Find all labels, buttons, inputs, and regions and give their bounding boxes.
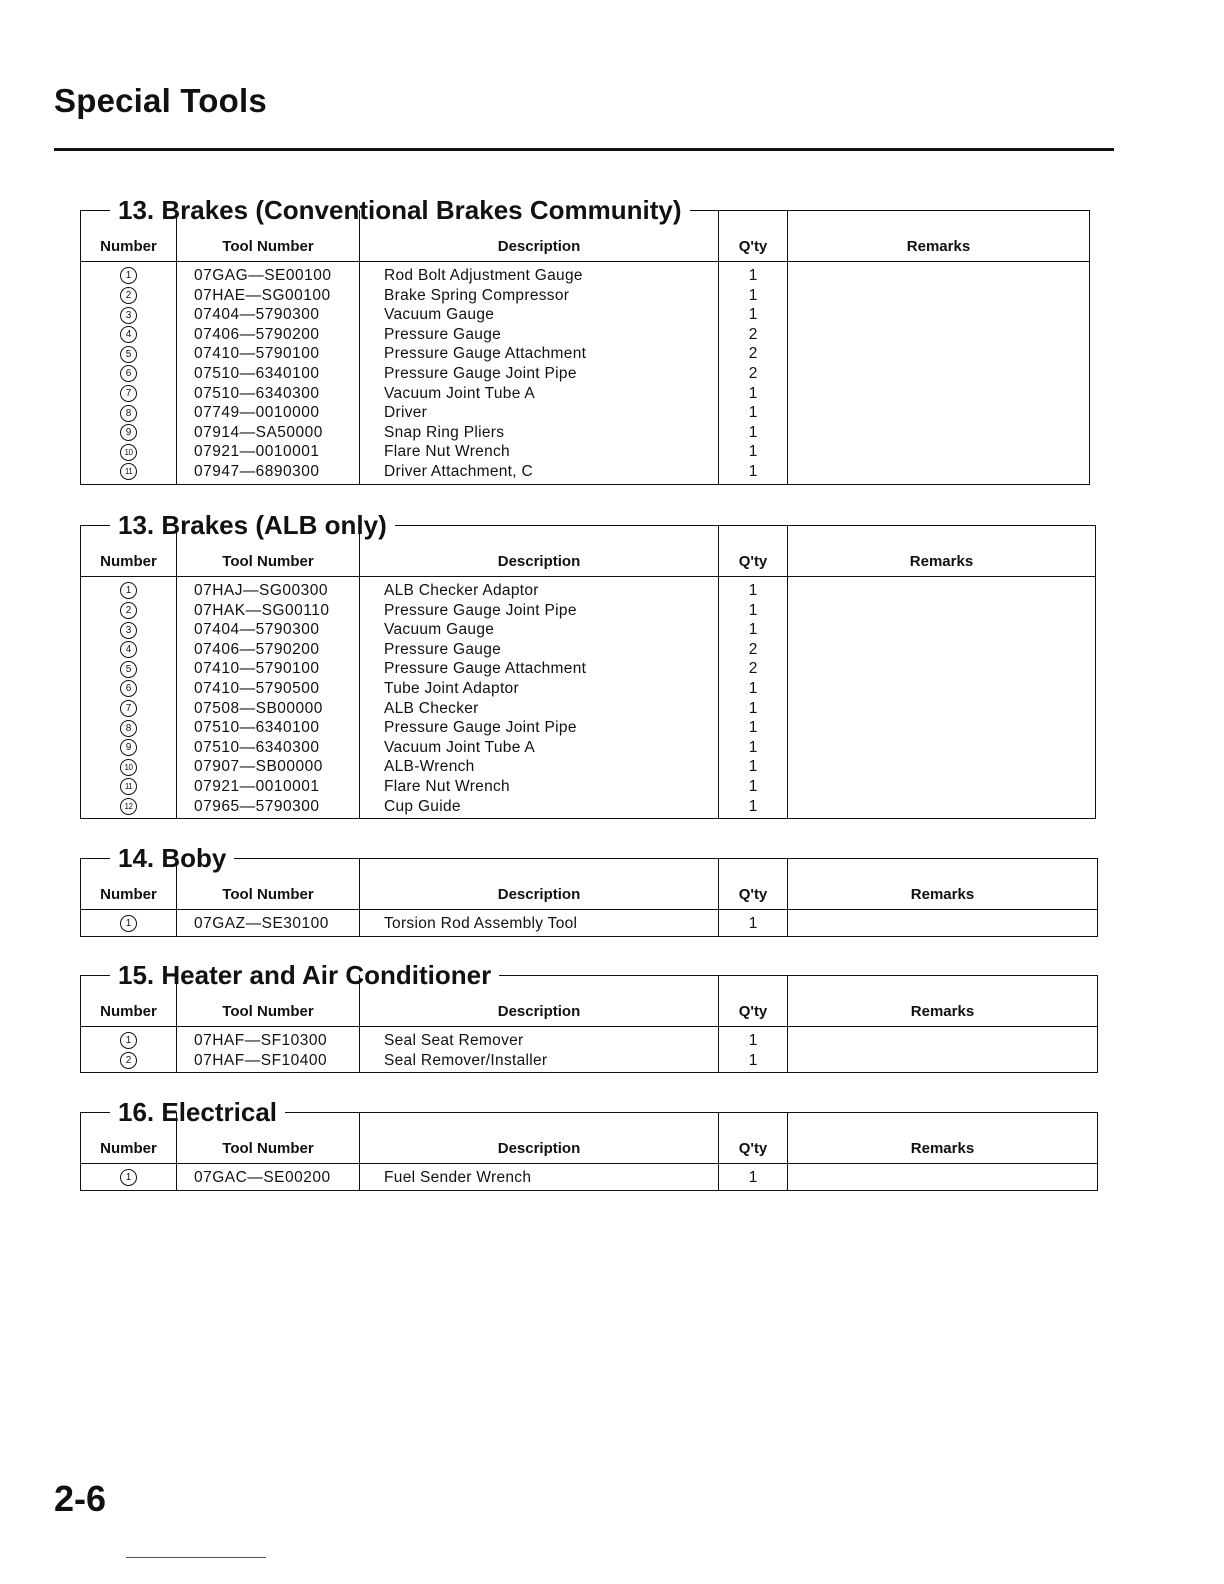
table-row bbox=[81, 577, 1096, 601]
table-row bbox=[81, 403, 1090, 423]
table-row bbox=[81, 601, 1096, 621]
header-tool-number: Tool Number bbox=[177, 1112, 360, 1164]
section-dash bbox=[92, 975, 110, 976]
cell-qty: 1 bbox=[719, 797, 788, 819]
cell-tool-number: 07749—0010000 bbox=[177, 403, 360, 423]
cell-remarks bbox=[788, 403, 1090, 423]
cell-qty: 1 bbox=[719, 403, 788, 423]
table-row bbox=[81, 286, 1090, 306]
cell-description: Pressure Gauge Attachment bbox=[360, 344, 719, 364]
table-header-row bbox=[81, 210, 1090, 262]
table-row bbox=[81, 1051, 1098, 1073]
cell-number bbox=[81, 462, 177, 484]
tools-table bbox=[80, 858, 1098, 937]
cell-tool-number: 07510—6340100 bbox=[177, 718, 360, 738]
cell-tool-number: 07HAK—SG00110 bbox=[177, 601, 360, 621]
cell-qty: 2 bbox=[719, 325, 788, 345]
cell-remarks bbox=[788, 1051, 1098, 1073]
cell-description: Pressure Gauge bbox=[360, 640, 719, 660]
cell-tool-number: 07510—6340300 bbox=[177, 384, 360, 404]
circled-number: 3 bbox=[120, 307, 137, 324]
header-tool-number: Tool Number bbox=[177, 525, 360, 577]
header-number: Number bbox=[81, 858, 177, 910]
cell-description: Brake Spring Compressor bbox=[360, 286, 719, 306]
cell-tool-number: 07404—5790300 bbox=[177, 305, 360, 325]
header-qty: Q'ty bbox=[719, 858, 788, 910]
cell-remarks bbox=[788, 777, 1096, 797]
cell-remarks bbox=[788, 640, 1096, 660]
table-row bbox=[81, 718, 1096, 738]
cell-tool-number: 07406—5790200 bbox=[177, 640, 360, 660]
header-remarks: Remarks bbox=[788, 210, 1090, 262]
table-row bbox=[81, 620, 1096, 640]
cell-description: Seal Remover/Installer bbox=[360, 1051, 719, 1073]
section-title: 13. Brakes (Conventional Brakes Community) bbox=[92, 192, 690, 228]
cell-qty: 1 bbox=[719, 699, 788, 719]
cell-remarks bbox=[788, 286, 1090, 306]
page-number: 2-6 bbox=[54, 1478, 107, 1519]
circled-number: 7 bbox=[120, 700, 137, 717]
page-title: Special Tools bbox=[54, 82, 267, 119]
cell-number bbox=[81, 757, 177, 777]
cell-qty: 1 bbox=[719, 423, 788, 443]
cell-description: Vacuum Gauge bbox=[360, 305, 719, 325]
cell-remarks bbox=[788, 344, 1090, 364]
cell-qty: 1 bbox=[719, 262, 788, 286]
section-title: 14. Boby bbox=[92, 840, 234, 876]
cell-description: ALB-Wrench bbox=[360, 757, 719, 777]
cell-tool-number: 07404—5790300 bbox=[177, 620, 360, 640]
table-row bbox=[81, 910, 1098, 937]
cell-qty: 1 bbox=[719, 777, 788, 797]
header-remarks: Remarks bbox=[788, 858, 1098, 910]
cell-tool-number: 07947—6890300 bbox=[177, 462, 360, 484]
cell-qty: 1 bbox=[719, 757, 788, 777]
circled-number: 1 bbox=[120, 1169, 137, 1186]
section-title: 16. Electrical bbox=[92, 1094, 285, 1130]
circled-number: 10 bbox=[120, 759, 137, 776]
cell-remarks bbox=[788, 1027, 1098, 1051]
cell-number bbox=[81, 442, 177, 462]
cell-description: Vacuum Joint Tube A bbox=[360, 738, 719, 758]
cell-qty: 1 bbox=[719, 718, 788, 738]
cell-description: Pressure Gauge Joint Pipe bbox=[360, 601, 719, 621]
table-row bbox=[81, 423, 1090, 443]
circled-number: 4 bbox=[120, 641, 137, 658]
cell-qty: 1 bbox=[719, 738, 788, 758]
cell-number bbox=[81, 262, 177, 286]
table-row bbox=[81, 757, 1096, 777]
cell-number bbox=[81, 910, 177, 937]
cell-qty: 1 bbox=[719, 620, 788, 640]
cell-description: Vacuum Gauge bbox=[360, 620, 719, 640]
table-row bbox=[81, 679, 1096, 699]
header-qty: Q'ty bbox=[719, 975, 788, 1027]
cell-tool-number: 07921—0010001 bbox=[177, 777, 360, 797]
header-tool-number: Tool Number bbox=[177, 210, 360, 262]
circled-number: 3 bbox=[120, 622, 137, 639]
table-row bbox=[81, 344, 1090, 364]
cell-description: ALB Checker Adaptor bbox=[360, 577, 719, 601]
cell-qty: 1 bbox=[719, 442, 788, 462]
cell-qty: 2 bbox=[719, 659, 788, 679]
header-description: Description bbox=[360, 975, 719, 1027]
table-header-row bbox=[81, 1112, 1098, 1164]
cell-tool-number: 07410—5790500 bbox=[177, 679, 360, 699]
table-row bbox=[81, 659, 1096, 679]
cell-tool-number: 07GAG—SE00100 bbox=[177, 262, 360, 286]
tools-table bbox=[80, 1112, 1098, 1191]
cell-tool-number: 07HAF—SF10400 bbox=[177, 1051, 360, 1073]
circled-number: 1 bbox=[120, 582, 137, 599]
table-header-row bbox=[81, 858, 1098, 910]
cell-tool-number: 07GAZ—SE30100 bbox=[177, 910, 360, 937]
cell-qty: 1 bbox=[719, 462, 788, 484]
cell-number bbox=[81, 1027, 177, 1051]
header-description: Description bbox=[360, 210, 719, 262]
table-row bbox=[81, 699, 1096, 719]
cell-description: ALB Checker bbox=[360, 699, 719, 719]
cell-qty: 2 bbox=[719, 364, 788, 384]
cell-tool-number: 07HAE—SG00100 bbox=[177, 286, 360, 306]
cell-remarks bbox=[788, 462, 1090, 484]
title-rule bbox=[54, 148, 1114, 151]
cell-tool-number: 07508—SB00000 bbox=[177, 699, 360, 719]
cell-remarks bbox=[788, 442, 1090, 462]
cell-number bbox=[81, 1051, 177, 1073]
cell-tool-number: 07965—5790300 bbox=[177, 797, 360, 819]
header-description: Description bbox=[360, 525, 719, 577]
table-header-row bbox=[81, 525, 1096, 577]
cell-number bbox=[81, 640, 177, 660]
cell-remarks bbox=[788, 364, 1090, 384]
cell-remarks bbox=[788, 577, 1096, 601]
tools-table bbox=[80, 975, 1098, 1073]
cell-qty: 1 bbox=[719, 305, 788, 325]
cell-description: Flare Nut Wrench bbox=[360, 442, 719, 462]
cell-number bbox=[81, 679, 177, 699]
table-row bbox=[81, 1164, 1098, 1191]
cell-remarks bbox=[788, 1164, 1098, 1191]
table-row bbox=[81, 442, 1090, 462]
table-row bbox=[81, 325, 1090, 345]
cell-number bbox=[81, 659, 177, 679]
section-dash bbox=[92, 1112, 110, 1113]
circled-number: 12 bbox=[120, 798, 137, 815]
section-dash bbox=[92, 858, 110, 859]
table-row bbox=[81, 384, 1090, 404]
circled-number: 5 bbox=[120, 346, 137, 363]
cell-number bbox=[81, 423, 177, 443]
cell-description: Pressure Gauge Attachment bbox=[360, 659, 719, 679]
header-number: Number bbox=[81, 975, 177, 1027]
cell-remarks bbox=[788, 738, 1096, 758]
tools-table bbox=[80, 525, 1096, 819]
table-row bbox=[81, 262, 1090, 286]
cell-number bbox=[81, 699, 177, 719]
cell-remarks bbox=[788, 384, 1090, 404]
circled-number: 7 bbox=[120, 385, 137, 402]
cell-remarks bbox=[788, 262, 1090, 286]
header-remarks: Remarks bbox=[788, 975, 1098, 1027]
cell-description: Snap Ring Pliers bbox=[360, 423, 719, 443]
cell-number bbox=[81, 797, 177, 819]
cell-tool-number: 07HAF—SF10300 bbox=[177, 1027, 360, 1051]
cell-number bbox=[81, 364, 177, 384]
cell-remarks bbox=[788, 699, 1096, 719]
cell-number bbox=[81, 1164, 177, 1191]
cell-number bbox=[81, 384, 177, 404]
cell-qty: 1 bbox=[719, 1051, 788, 1073]
cell-description: Driver bbox=[360, 403, 719, 423]
header-description: Description bbox=[360, 858, 719, 910]
circled-number: 4 bbox=[120, 326, 137, 343]
cell-qty: 2 bbox=[719, 640, 788, 660]
cell-remarks bbox=[788, 797, 1096, 819]
header-tool-number: Tool Number bbox=[177, 975, 360, 1027]
table-row bbox=[81, 738, 1096, 758]
circled-number: 8 bbox=[120, 405, 137, 422]
cell-tool-number: 07HAJ—SG00300 bbox=[177, 577, 360, 601]
cell-qty: 1 bbox=[719, 601, 788, 621]
cell-tool-number: 07510—6340100 bbox=[177, 364, 360, 384]
cell-remarks bbox=[788, 910, 1098, 937]
cell-tool-number: 07406—5790200 bbox=[177, 325, 360, 345]
cell-remarks bbox=[788, 305, 1090, 325]
cell-tool-number: 07410—5790100 bbox=[177, 659, 360, 679]
cell-qty: 1 bbox=[719, 910, 788, 937]
circled-number: 2 bbox=[120, 287, 137, 304]
circled-number: 11 bbox=[120, 463, 137, 480]
cell-description: Pressure Gauge bbox=[360, 325, 719, 345]
cell-tool-number: 07410—5790100 bbox=[177, 344, 360, 364]
cell-remarks bbox=[788, 757, 1096, 777]
cell-tool-number: 07914—SA50000 bbox=[177, 423, 360, 443]
cell-number bbox=[81, 305, 177, 325]
cell-description: Fuel Sender Wrench bbox=[360, 1164, 719, 1191]
table-row bbox=[81, 305, 1090, 325]
cell-qty: 1 bbox=[719, 679, 788, 699]
cell-description: Rod Bolt Adjustment Gauge bbox=[360, 262, 719, 286]
footer-rule bbox=[126, 1557, 266, 1558]
table-row bbox=[81, 777, 1096, 797]
cell-number bbox=[81, 620, 177, 640]
header-description: Description bbox=[360, 1112, 719, 1164]
cell-description: Cup Guide bbox=[360, 797, 719, 819]
cell-description: Pressure Gauge Joint Pipe bbox=[360, 364, 719, 384]
circled-number: 1 bbox=[120, 915, 137, 932]
section-dash bbox=[92, 210, 110, 211]
cell-number bbox=[81, 718, 177, 738]
cell-number bbox=[81, 777, 177, 797]
section-title: 15. Heater and Air Conditioner bbox=[92, 957, 499, 993]
header-tool-number: Tool Number bbox=[177, 858, 360, 910]
cell-number bbox=[81, 577, 177, 601]
cell-description: Tube Joint Adaptor bbox=[360, 679, 719, 699]
circled-number: 9 bbox=[120, 424, 137, 441]
cell-description: Seal Seat Remover bbox=[360, 1027, 719, 1051]
cell-tool-number: 07907—SB00000 bbox=[177, 757, 360, 777]
cell-qty: 1 bbox=[719, 1164, 788, 1191]
header-remarks: Remarks bbox=[788, 525, 1096, 577]
circled-number: 2 bbox=[120, 1052, 137, 1069]
cell-qty: 1 bbox=[719, 577, 788, 601]
cell-tool-number: 07921—0010001 bbox=[177, 442, 360, 462]
cell-number bbox=[81, 738, 177, 758]
table-row bbox=[81, 797, 1096, 819]
cell-number bbox=[81, 325, 177, 345]
circled-number: 1 bbox=[120, 1032, 137, 1049]
cell-qty: 1 bbox=[719, 286, 788, 306]
cell-description: Flare Nut Wrench bbox=[360, 777, 719, 797]
cell-number bbox=[81, 403, 177, 423]
cell-remarks bbox=[788, 659, 1096, 679]
cell-tool-number: 07510—6340300 bbox=[177, 738, 360, 758]
table-row bbox=[81, 1027, 1098, 1051]
cell-description: Vacuum Joint Tube A bbox=[360, 384, 719, 404]
circled-number: 1 bbox=[120, 267, 137, 284]
section-dash bbox=[92, 525, 110, 526]
cell-number bbox=[81, 344, 177, 364]
cell-number bbox=[81, 601, 177, 621]
circled-number: 2 bbox=[120, 602, 137, 619]
cell-remarks bbox=[788, 325, 1090, 345]
cell-description: Pressure Gauge Joint Pipe bbox=[360, 718, 719, 738]
circled-number: 6 bbox=[120, 680, 137, 697]
header-number: Number bbox=[81, 210, 177, 262]
header-qty: Q'ty bbox=[719, 525, 788, 577]
table-row bbox=[81, 640, 1096, 660]
circled-number: 6 bbox=[120, 365, 137, 382]
cell-remarks bbox=[788, 620, 1096, 640]
cell-remarks bbox=[788, 423, 1090, 443]
table-header-row bbox=[81, 975, 1098, 1027]
cell-description: Driver Attachment, C bbox=[360, 462, 719, 484]
header-number: Number bbox=[81, 525, 177, 577]
cell-description: Torsion Rod Assembly Tool bbox=[360, 910, 719, 937]
cell-number bbox=[81, 286, 177, 306]
cell-remarks bbox=[788, 601, 1096, 621]
circled-number: 10 bbox=[120, 444, 137, 461]
table-row bbox=[81, 462, 1090, 484]
circled-number: 8 bbox=[120, 720, 137, 737]
table-row bbox=[81, 364, 1090, 384]
circled-number: 11 bbox=[120, 778, 137, 795]
cell-remarks bbox=[788, 679, 1096, 699]
cell-qty: 1 bbox=[719, 1027, 788, 1051]
header-remarks: Remarks bbox=[788, 1112, 1098, 1164]
header-qty: Q'ty bbox=[719, 1112, 788, 1164]
section-title: 13. Brakes (ALB only) bbox=[92, 507, 395, 543]
cell-tool-number: 07GAC—SE00200 bbox=[177, 1164, 360, 1191]
circled-number: 9 bbox=[120, 739, 137, 756]
cell-qty: 1 bbox=[719, 384, 788, 404]
circled-number: 5 bbox=[120, 661, 137, 678]
header-number: Number bbox=[81, 1112, 177, 1164]
tools-table bbox=[80, 210, 1090, 485]
cell-qty: 2 bbox=[719, 344, 788, 364]
cell-remarks bbox=[788, 718, 1096, 738]
header-qty: Q'ty bbox=[719, 210, 788, 262]
